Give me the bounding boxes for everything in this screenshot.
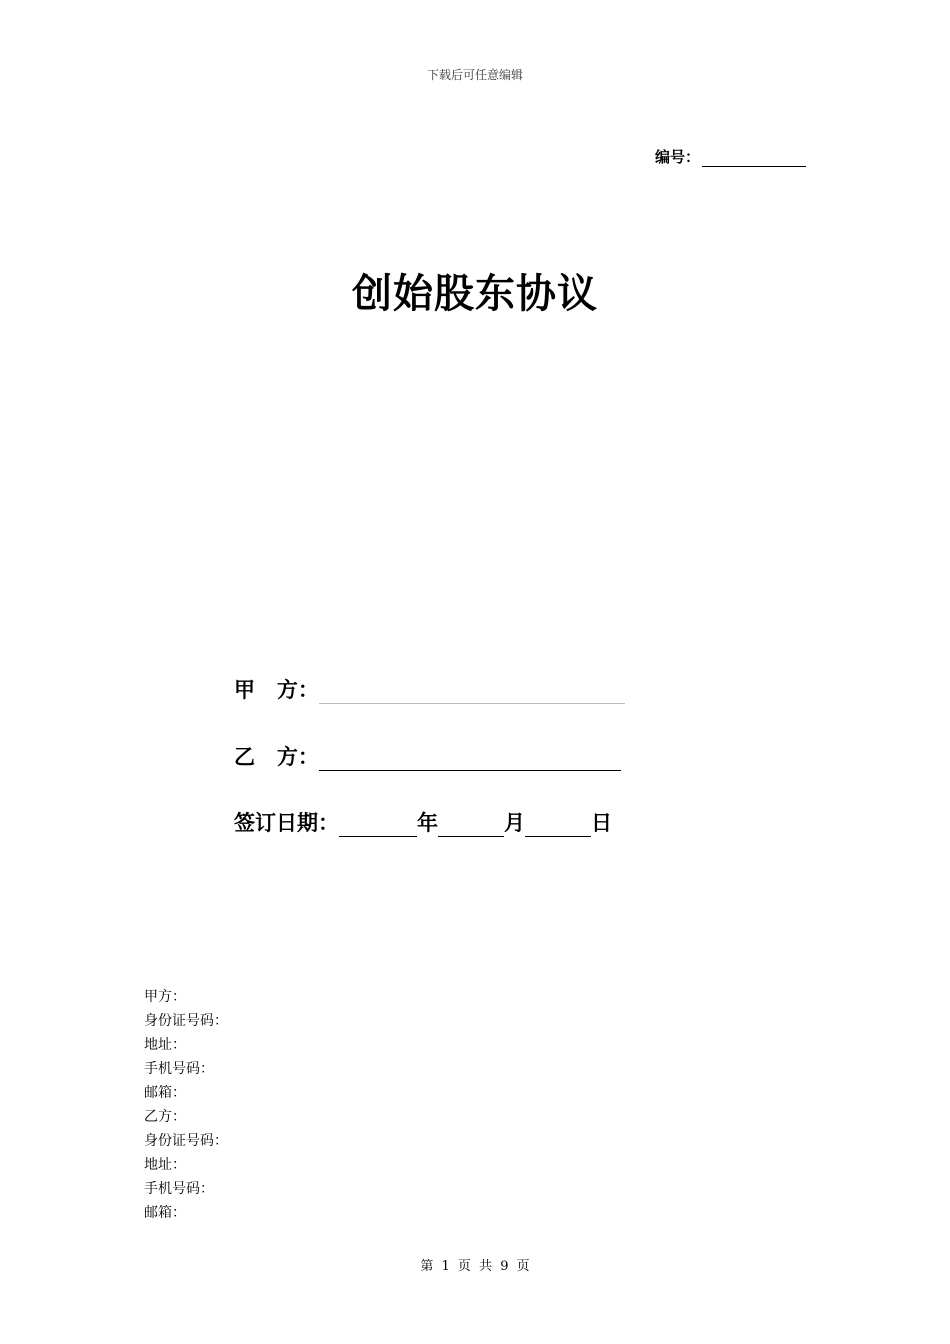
sign-year-unit: 年 [417,811,438,835]
party-b-blank[interactable] [319,748,621,771]
party-a-heading: 甲方： [144,989,186,1005]
party-a-label: 甲 方： [234,678,319,702]
header-note: 下载后可任意编辑 [426,68,523,82]
party-b-address: 地址： [144,1157,186,1173]
party-b-heading: 乙方： [144,1109,186,1125]
party-b-phone: 手机号码： [144,1181,214,1197]
sign-day-blank[interactable] [525,814,591,837]
party-a-id-number: 身份证号码： [144,1013,228,1029]
contact-info-list [144,985,228,1225]
sign-year-blank[interactable] [339,814,417,837]
sign-date-line [234,807,612,837]
party-a-line [234,674,625,704]
sign-month-unit: 月 [504,811,525,835]
page-footer: 第 1 页 共 9 页 [420,1259,530,1274]
document-number-label: 编号： [655,148,701,166]
party-b-line [234,741,621,771]
party-b-id-number: 身份证号码： [144,1133,228,1149]
party-a-blank[interactable] [319,681,625,704]
party-b-email: 邮箱： [144,1205,186,1221]
party-a-email: 邮箱： [144,1085,186,1101]
sign-month-blank[interactable] [438,814,504,837]
document-number [655,146,806,167]
party-a-phone: 手机号码： [144,1061,214,1077]
sign-date-label: 签订日期： [234,811,339,835]
document-number-blank[interactable] [702,150,806,167]
sign-day-unit: 日 [591,811,612,835]
party-b-label: 乙 方： [234,745,319,769]
party-a-address: 地址： [144,1037,186,1053]
document-title: 创始股东协议 [352,271,598,317]
